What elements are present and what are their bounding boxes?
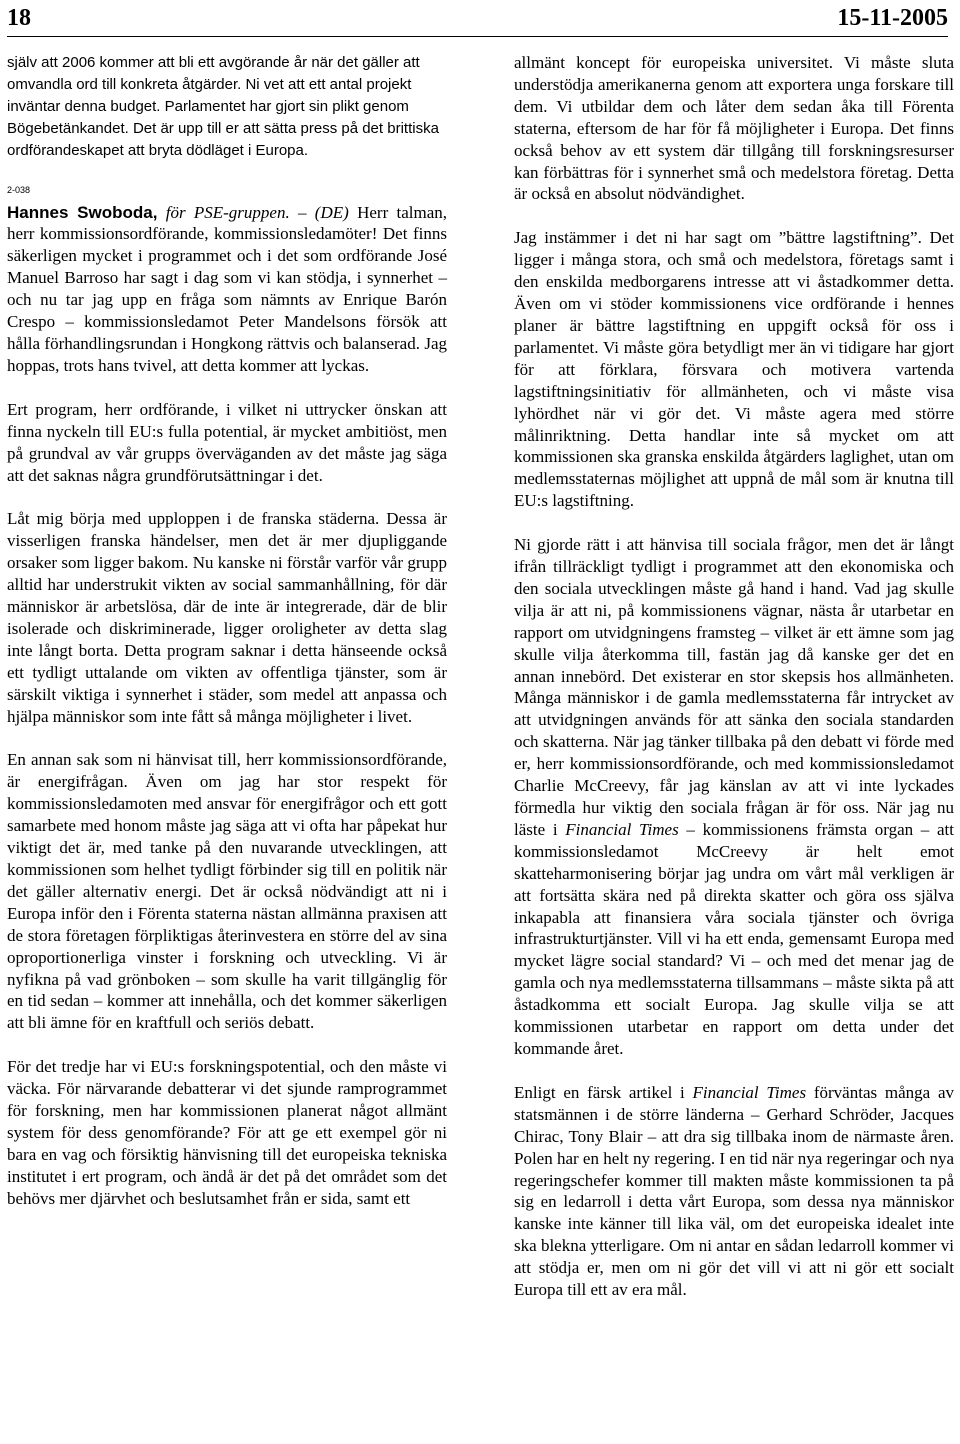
page-header [7, 0, 948, 37]
paragraph: Ert program, herr ordförande, i vilket ni uttrycker önskan att finna nyckeln till EU:s fulla potential, är mycket ambitiöst, men på grundval av vår grupps överväganden av det måste jag säga att det saknas några grundförutsättningar i det. [7, 399, 447, 485]
page-date: 15-11-2005 [837, 4, 948, 31]
publication-title: Financial Times [692, 1082, 807, 1102]
paragraph: Låt mig börja med upploppen i de franska städerna. Dessa är visserligen franska händelser, men det är mer djupliggande orsaker som ligger bakom. Nu kanske ni förstår varför vår grupp alltid har understrukit vikten av social sammanhållning, för där människor är arbetslösa, där de inte är integrerade, där de blir isolerade och diskriminerade, ligger oroligheter av detta slag inte långt borta. Detta program saknar i detta hänseende också ett tydligt uttalande om vikten av offentliga tjänster, som är särskilt viktiga i synnerhet i städer, som medel att anpassa och hjälpa människor som inte fått så många möjligheter i livet. [7, 509, 447, 726]
paragraph: själv att 2006 kommer att bli ett avgörande år när det gäller att omvandla ord till konkreta åtgärder. Ni vet att ett antal projekt inväntar denna budget. Parlamentet har gjort sin plikt genom Bögebetänkandet. Det är upp till er att sätta press på det brittiska ordförandeskapet att bryta dödläget i Europa. [7, 54, 439, 159]
speech-text: Herr talman, herr kommissionsordförande, kommissionsledamöter! Det finns säkerligen mycket i programmet och i det som ordförande José Manuel Barroso har sagt i dag som vi kan stödja, i synnerhet – och nu tar jag upp en fråga som nämnts av Enrique Barón Crespo – kommissionsledamot Peter Mandelsons försök att hålla förhandlingsrundan i Hongkong rättvis och balanserad. Jag hoppas, trots hans tvivel, att detta kommer att lyckas. [7, 202, 448, 375]
page-number: 18 [7, 4, 31, 31]
paragraph: allmänt koncept för europeiska universitet. Vi måste sluta understödja amerikanerna genom att exportera unga forskare till dem. Vi utbildar dem och låter dem sedan åka till Förenta staterna, eftersom de har för få möjligheter i Europa. Det finns också behov av ett system där tillgång till forskningsresurser kan förbättras för i synnerhet små och medelstora företag. Detta är också en absolut nödvändighet. [514, 53, 954, 204]
paragraph-text: – kommissionens främsta organ – att kommissionsledamot McCreevy är helt emot skatteharmonisering börjar jag undra om vårt mål verkligen är att fortsätta skära ned på direkta skatter och göra oss själva inkapabla att finansiera våra sociala tjänster och övriga infrastrukturtjänster. Vill vi ha ett enda, gemensamt Europa med mycket lägre social standard? Vi – och med det menar jag de gamla och nya medlemsstaterna tillsammans – måste sikta på att åstadkomma ett socialt Europa. Jag skulle vilja se att kommissionen utarbetar en rapport om detta under det kommande året. [514, 819, 954, 1058]
speech-intro-paragraph [7, 202, 447, 377]
left-column [7, 52, 447, 1232]
paragraph: Jag instämmer i det ni har sagt om ”bättre lagstiftning”. Det ligger i många stora, och små och medelstora, företags samt i den enskilda medborgarens intresse att vi åstadkommer detta. Även om vi stöder kommissionens vice ordförande i hennes planer är bättre lagstiftning en uppgift också för oss i parlamentet. Vi måste göra betydligt mer än vi tidigare har gjort för att förklara, försvara och motivera vartenda lagstiftningsinitiativ för allmänheten, och vi måste visa lyhördhet när vi gör det. Vi måste agera med större målinriktning. Detta handlar inte så mycket om att kommissionen ska granska enskilda åtgärders laglighet, utan om medlemsstaternas möjlighet att uppnå de mål som är knutna till EU:s lagstiftning. [514, 228, 954, 511]
paragraph-text: Ni gjorde rätt i att hänvisa till sociala frågor, men det är långt ifrån tillräckligt tydligt i programmet att den ekonomiska och den sociala utvecklingen måste gå hand i hand. Vad jag skulle vilja är att ni, på kommissionens vägnar, nästa år utarbetar en rapport om utvidgningens framsteg – vilket är ett ämne som jag skulle vilja återkomma till, fastän jag då kanske ger det en annan innebörd. Det existerar en stor skepsis hos allmänheten. Många människor i de gamla medlemsstaterna får intrycket av att utvidgningen används för att sänka den sociala standarden och skatterna. När jag tänker tillbaka på den debatt vi förde med er, herr kommissionsordförande, och med kommissionsledamot Charlie McCreevy, får jag känslan av att vi inte lyckades förmedla hur viktig den sociala frågan är för oss. När jag nu läste i [514, 535, 954, 839]
speech-code: 2-038 [7, 184, 31, 195]
paragraph-text: Enligt en färsk artikel i [514, 1082, 685, 1102]
paragraph: En annan sak som ni hänvisat till, herr kommissionsordförande, är energifrågan. Även om jag har stor respekt för kommissionsledamoten med ansvar för energifrågor och ett gott samarbete med honom måste jag säga att vi ofta har påpekat hur viktigt det är, med tanke på den nuvarande utvecklingen, att kommissionen som helhet tydligt förbinder sig till en politik när det gäller alternativ energi. Det är också nödvändigt att ni i Europa inför den i Förenta staterna nästan allmänna praxisen att de stora företagen förpliktigas återinvestera en större del av sina oproportionerliga vinster i forskning och utveckling. Vi är nyfikna på vad grönboken – som skulle ha varit tillgänglig för en tid sedan – kommer att innehålla, och det kommer säkerligen att bli ämne för en kraftfull och seriös debatt. [7, 750, 447, 1033]
paragraph [514, 1082, 954, 1301]
speaker-name: Hannes Swoboda, [7, 202, 158, 222]
publication-title: Financial Times [565, 819, 679, 839]
paragraph: För det tredje har vi EU:s forskningspotential, och den måste vi väcka. För närvarande debatterar vi det sjunde ramprogrammet för forskning, men har kommissionen planerat något allmänt system för dess genomförande? För att ge ett exempel gör ni bara en vag och försiktig hänvisning till det europeiska tekniska institutet i ert program, och ändå är det på det området som det behövs mer djärvhet och beslutsamhet från er sida, samt ett [7, 1057, 447, 1208]
speaker-country: – (DE) [298, 202, 349, 222]
paragraph-text: förväntas många av statsmännen i de större länderna – Gerhard Schröder, Jacques Chirac, Tony Blair – att dra sig tillbaka inom de närmaste åren. Polen har en helt ny regering. I en tid när nya regeringar och nya regeringschefer kommer till makten måste kommissionen ta på sig en ledarroll i detta vårt Europa, som dessa nya människor kanske inte känner till lika väl, om det europeiska idealet inte ska blekna ytterligare. Om ni antar en sådan ledarroll kommer vi att stödja er, men om ni gör det vill vi att ni gör ett socialt Europa till ett av era mål. [514, 1082, 954, 1300]
speaker-group: för PSE-gruppen. [165, 202, 290, 222]
paragraph [514, 534, 954, 1060]
right-column [514, 52, 954, 1323]
